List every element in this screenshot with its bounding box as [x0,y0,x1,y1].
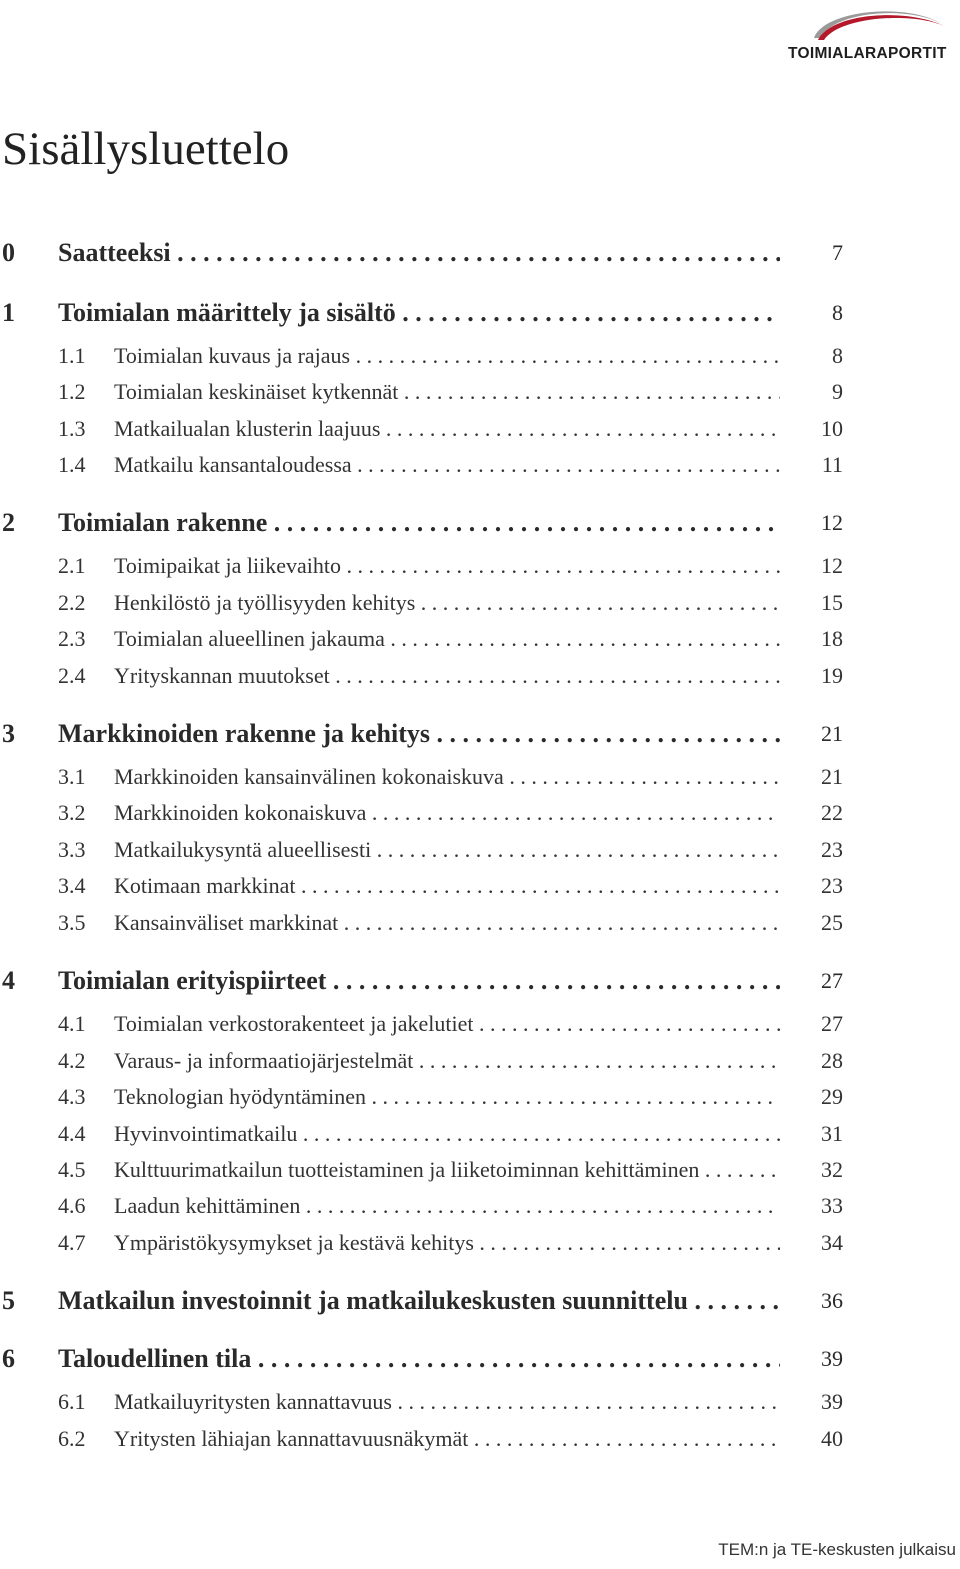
toc-entry-page-number: 28 [821,1048,843,1073]
toc-entry-title: Toimipaikat ja liikevaihto . . . [0,548,780,584]
toc-entry-title: Ympäristökysymykset ja kestävä kehitys . . . [0,1225,780,1261]
toc-entry-number: 2.4 [58,663,86,688]
toc-entry-page-number: 10 [821,416,843,441]
toc-entry-page-number: 22 [821,800,843,825]
toc-entry-page-number: 8 [832,300,843,325]
toc-section-row[interactable] [0,1006,960,1042]
toc-section-row[interactable] [0,1043,960,1079]
toc-entry-title: Matkailu kansantaloudessa . . . [0,447,780,483]
toc-section-row[interactable] [0,1188,960,1224]
toc-entry-title: Markkinoiden kokonaiskuva . . . [0,795,780,831]
toc-section-row[interactable] [0,1116,960,1152]
toc-section-row[interactable] [0,658,960,694]
toc-entry-number: 1 [2,298,15,327]
toc-entry-title: Matkailualan klusterin laajuus . . . [0,411,780,447]
toc-entry-title: Toimialan verkostorakenteet ja jakelutiet . . . [0,1006,780,1042]
toc-entry-number: 1.3 [58,416,86,441]
logo-text: TOIMIALARAPORTIT [788,45,947,62]
toc-entry-title: Toimialan kuvaus ja rajaus . . . [0,338,780,374]
toc-entry-number: 4.2 [58,1048,86,1073]
toc-entry-page-number: 27 [821,1011,843,1036]
toc-entry-title: Henkilöstö ja työllisyyden kehitys . . . [0,585,780,621]
toc-entry-number: 0 [2,238,15,267]
toc-entry-title: Yritysten lähiajan kannattavuusnäkymät . . . [0,1421,780,1457]
toc-section-row[interactable] [0,548,960,584]
toc-entry-page-number: 9 [832,379,843,404]
toc-entry-page-number: 7 [832,240,843,265]
toc-entry-title: Kulttuurimatkailun tuotteistaminen ja liiketoiminnan kehittäminen . . . [0,1152,780,1188]
toc-entry-page-number: 15 [821,590,843,615]
toc-entry-title: Matkailukysyntä alueellisesti . . . [0,832,780,868]
toc-section-row[interactable] [0,905,960,941]
page-title: Sisällysluettelo [2,123,290,175]
toc-entry-number: 6 [2,1344,15,1373]
toc-entry-title: Saatteeksi . . . [0,235,780,271]
toc-entry-title: Matkailuyritysten kannattavuus . . . [0,1384,780,1420]
toc-section-row[interactable] [0,1384,960,1420]
toc-entry-page-number: 40 [821,1426,843,1451]
toc-chapter-row[interactable] [0,505,960,541]
toc-entry-page-number: 32 [821,1157,843,1182]
toc-entry-number: 3.5 [58,910,86,935]
toc-entry-title: Toimialan keskinäiset kytkennät . . . [0,374,780,410]
toc-section-row[interactable] [0,1421,960,1457]
toc-entry-page-number: 19 [821,663,843,688]
toc-entry-title: Yrityskannan muutokset . . . [0,658,780,694]
toc-entry-page-number: 39 [821,1346,843,1371]
toc-entry-number: 3.1 [58,764,86,789]
toc-entry-number: 4 [2,966,15,995]
toc-entry-page-number: 8 [832,343,843,368]
toc-section-row[interactable] [0,1225,960,1261]
toc-entry-number: 4.1 [58,1011,86,1036]
toc-entry-title: Toimialan erityispiirteet . . . [0,963,780,999]
toc-entry-page-number: 23 [821,837,843,862]
toc-entry-page-number: 23 [821,873,843,898]
toc-section-row[interactable] [0,868,960,904]
toc-entry-number: 3.2 [58,800,86,825]
toc-entry-number: 3 [2,719,15,748]
toc-entry-page-number: 34 [821,1230,843,1255]
toc-entry-title: Matkailun investoinnit ja matkailukeskusten suunnittelu . . . [0,1283,780,1319]
toc-entry-title: Taloudellinen tila . . . [0,1341,780,1377]
toc-entry-number: 2.3 [58,626,86,651]
toc-entry-page-number: 18 [821,626,843,651]
toc-entry-title: Laadun kehittäminen . . . [0,1188,780,1224]
toc-section-row[interactable] [0,411,960,447]
toc-entry-title: Toimialan määrittely ja sisältö . . . [0,295,780,331]
toc-chapter-row[interactable] [0,295,960,331]
toc-entry-number: 1.2 [58,379,86,404]
toc-section-row[interactable] [0,621,960,657]
toc-entry-page-number: 39 [821,1389,843,1414]
toc-chapter-row[interactable] [0,235,960,271]
toc-entry-title: Toimialan alueellinen jakauma . . . [0,621,780,657]
toc-entry-number: 4.7 [58,1230,86,1255]
toc-entry-number: 3.4 [58,873,86,898]
toc-entry-title: Kotimaan markkinat . . . [0,868,780,904]
toc-entry-number: 6.2 [58,1426,86,1451]
toc-entry-number: 1.1 [58,343,86,368]
toc-chapter-row[interactable] [0,1283,960,1319]
toc-entry-number: 3.3 [58,837,86,862]
toc-entry-title: Kansainväliset markkinat . . . [0,905,780,941]
toc-entry-number: 2 [2,508,15,537]
toc-entry-title: Markkinoiden rakenne ja kehitys . . . [0,716,780,752]
toc-entry-number: 2.2 [58,590,86,615]
toc-entry-page-number: 31 [821,1121,843,1146]
toc-entry-page-number: 25 [821,910,843,935]
toc-entry-page-number: 21 [821,764,843,789]
toc-entry-title: Markkinoiden kansainvälinen kokonaiskuva . . . [0,759,780,795]
toc-entry-page-number: 27 [821,968,843,993]
toc-entry-page-number: 21 [821,721,843,746]
footer-publisher-note: TEM:n ja TE-keskusten julkaisu [718,1540,956,1559]
toc-entry-number: 4.4 [58,1121,86,1146]
toc-chapter-row[interactable] [0,716,960,752]
toc-section-row[interactable] [0,1152,960,1188]
toc-entry-page-number: 12 [821,510,843,535]
toc-section-row[interactable] [0,585,960,621]
toc-entry-page-number: 11 [821,452,843,477]
toc-entry-title: Toimialan rakenne . . . [0,505,780,541]
toc-chapter-row[interactable] [0,963,960,999]
toc-entry-number: 2.1 [58,553,86,578]
toc-entry-page-number: 36 [821,1288,843,1313]
toc-section-row[interactable] [0,1079,960,1115]
toc-section-row[interactable] [0,338,960,374]
toc-entry-page-number: 12 [821,553,843,578]
toc-entry-title: Varaus- ja informaatiojärjestelmät . . . [0,1043,780,1079]
toc-entry-number: 5 [2,1286,15,1315]
toc-section-row[interactable] [0,832,960,868]
toc-entry-number: 1.4 [58,452,86,477]
toc-chapter-row[interactable] [0,1341,960,1377]
toc-entry-number: 6.1 [58,1389,86,1414]
toc-entry-number: 4.5 [58,1157,86,1182]
toc-section-row[interactable] [0,374,960,410]
toc-entry-number: 4.6 [58,1193,86,1218]
toc-entry-number: 4.3 [58,1084,86,1109]
toc-entry-title: Teknologian hyödyntäminen . . . [0,1079,780,1115]
toc-section-row[interactable] [0,447,960,483]
toc-entry-page-number: 33 [821,1193,843,1218]
toc-entry-page-number: 29 [821,1084,843,1109]
toc-section-row[interactable] [0,795,960,831]
toc-section-row[interactable] [0,759,960,795]
toc-entry-title: Hyvinvointimatkailu . . . [0,1116,780,1152]
